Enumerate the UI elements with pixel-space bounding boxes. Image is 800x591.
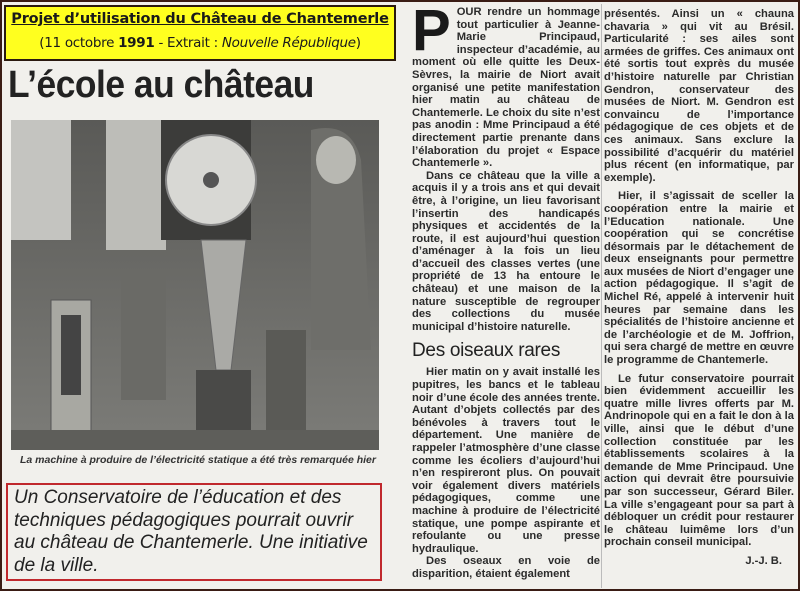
drop-cap: P: [412, 0, 451, 63]
subtitle-close: ): [355, 35, 361, 51]
paragraph: Hier matin on y avait installé les pupitres, les bancs et le tableau noir d’une école des années trente. Autant d’objets collectés par des bénévoles à travers tout le département. Une manière de rappeler l’atmosphère d’une classe comme les écoliers d’aujourd’hui n’en respireront plus. On pouvait voir également divers matériels pédagogiques, comme une machine à produire de l’électricité statique, une pompe aspirante et refoulante ou une presse hydraulique.: [412, 366, 600, 555]
paragraph: Dans ce château que la ville a acquis il y a trois ans et qui devait être, à l’origine, un lieu favorisant l’insertin des handicapés physiques et accidentés de la route, il est aujourd’hui question d’aménager à la fois un lieu d’accueil des classes vertes (une propriété de 13 ha entoure le château) et une maison de la nature susceptible de regrouper des collections du musée municipal d’histoire naturelle.: [412, 169, 600, 333]
banner-subtitle: [6, 35, 394, 51]
article-photo: [11, 120, 379, 450]
paragraph: présentés. Ainsi un « chauna chavaria » qui vit au Brésil. Particularité : ses ailes sont armées de griffes. Ces animaux ont été sortis tout exprès du musée d’histoire naturelle par Christian Gendron, conservateur des musées de Niort. M. Gendron est convaincu de l’importance pédagogique de ces objets et de ces animaux. Sans exclure la possibilité d’acquérir du matériel plus récent (en informatique, par exemple).: [604, 8, 794, 184]
author-signature: J.-J. B.: [745, 554, 782, 567]
article-column-2: [604, 8, 794, 568]
project-banner: [4, 5, 396, 61]
subtitle-year: 1991: [118, 35, 155, 51]
photo-caption: La machine à produire de l’électricité statique a été très remarquée hier: [20, 454, 376, 466]
article-column-1: [412, 0, 600, 581]
article-headline: L’école au château: [8, 64, 314, 106]
section-subheading: Des oiseaux rares: [412, 340, 561, 362]
photo-illustration-icon: [11, 120, 379, 450]
paragraph: Le futur conservatoire pourrait bien évidemment accueillir les quatre mille livres offerts par M. Andrinopole qui en a fait le don à la ville, ainsi que le début d’une collection constituée par les établissements scolaires à la demande de Mme Principaud. Une action qui devrait être poursuivie par son successeur, Gérard Biler. La ville s’engageant pour sa part à débloquer un crédit pour restaurer le château luimême lors d’un prochain conseil municipal.: [604, 372, 794, 549]
paragraph: Hier, il s’agissait de sceller la coopération entre la mairie et l’Education nationale. Une coopération qui se concrétise désormais par le détachement de deux enseignants pour permettre aux musées de Niort d’engager une action pédagogique. Il s’agit de Michel Ré, appelé à intervenir huit heures par semaine dans les spécialités de l’histoire ancienne et de l’archéologie et de M. Joffrion, qui sera chargé de mettre en œuvre le programme de Chantemerle.: [604, 190, 794, 367]
subtitle-date: (11 octobre: [39, 35, 119, 51]
subtitle-separator: - Extrait :: [154, 35, 222, 51]
banner-title: Projet d’utilisation du Château de Chantemerle: [11, 11, 389, 27]
column-divider: [601, 4, 602, 588]
subtitle-source: Nouvelle République: [221, 35, 356, 51]
article-lead: Un Conservatoire de l’éducation et des techniques pédagogiques pourrait ouvrir au château de Chantemerle. Une initiative de la ville.: [6, 483, 382, 581]
paragraph: OUR rendre un hommage tout particulier à Jeanne-Marie Principaud, inspecteur d’académie, au moment où elle quitte les Deux-Sèvres, la mairie de Niort avait organisé une petite manifestation hier matin au château de Chantemerle. Le choix du site n’est pas anodin : Mme Principaud a été directement partie prenante dans l’élaboration du projet « Espace Chantemerle ».: [412, 6, 600, 170]
paragraph: Des oseaux en voie de disparition, étaient également: [412, 555, 600, 580]
